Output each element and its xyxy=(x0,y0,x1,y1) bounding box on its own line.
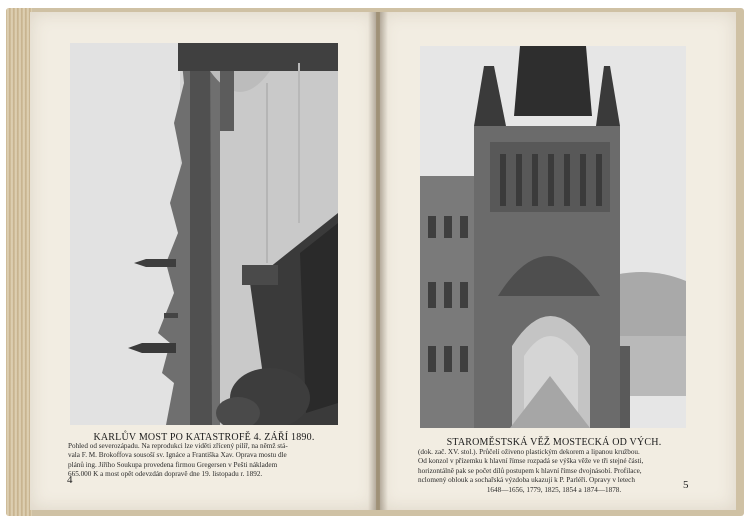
charles-bridge-photo xyxy=(70,43,338,425)
book-gutter xyxy=(368,12,388,510)
left-page-number: 4 xyxy=(67,474,73,486)
caption-line: 1648—1656, 1779, 1825, 1854 a 1874—1878. xyxy=(486,485,622,494)
caption-line: plánů ing. Jiřího Soukupa provedena firmou Gregersen v Pešti nákladem xyxy=(68,460,278,469)
right-page-number: 5 xyxy=(683,479,689,491)
right-caption-title: STAROMĚSTSKÁ VĚŽ MOSTECKÁ OD VÝCH. xyxy=(446,437,662,448)
caption-line: Od konzol v přízemku k hlavní římse rozpadá se výška věže ve tři stejné části, xyxy=(418,457,644,466)
right-caption-text xyxy=(418,448,690,495)
left-caption-text xyxy=(68,442,344,480)
caption-line: Pohled od severozápadu. Na reprodukci lze viděti zřícený pilíř, na němž stá- xyxy=(68,442,288,450)
caption-line: vala F. M. Brokoffova sousoší sv. Ignáce a Františka Xav. Oprava mostu dle xyxy=(68,451,287,460)
left-caption-title: KARLŮV MOST PO KATASTROFĚ 4. ZÁŘÍ 1890. xyxy=(93,432,315,443)
bridge-tower-photo xyxy=(420,46,686,428)
page-edges xyxy=(6,8,32,516)
caption-line: horizontálně pak se počet dílů postupem k hlavní římse dvojnásobí. Profilace, xyxy=(418,466,642,475)
caption-line: (dok. zač. XV. stol.). Průčelí oživeno plastickým dekorem a lipanou kružbou. xyxy=(418,448,640,456)
caption-line: 665.000 K a most opět odevzdán dopravě dne 19. listopadu r. 1892. xyxy=(68,470,263,479)
caption-line: nclomený oblouk a sochařská výzdoba ukazují k P. Parléři. Opravy v letech xyxy=(418,476,635,485)
